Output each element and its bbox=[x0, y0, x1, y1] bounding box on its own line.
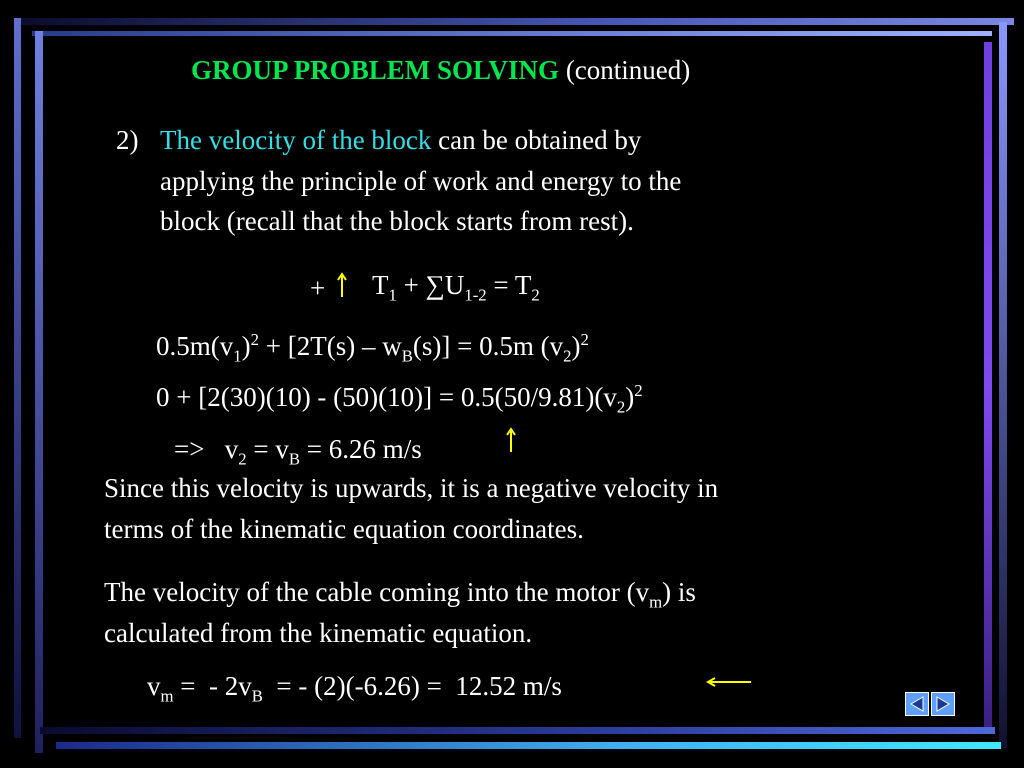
eq-sub-12: 1-2 bbox=[464, 285, 487, 305]
eq2-b: ) bbox=[625, 382, 635, 412]
final-b-sub: B bbox=[251, 686, 263, 706]
eq-equals-T: = T bbox=[486, 270, 532, 300]
eq1-c: + [2T(s) – w bbox=[259, 331, 402, 361]
previous-slide-button[interactable] bbox=[905, 692, 929, 716]
work-energy-equation bbox=[372, 270, 540, 305]
para-2-sub-m: m bbox=[649, 592, 663, 612]
eq1-a-sub: 1 bbox=[233, 346, 242, 366]
para-1-line-1: Since this velocity is upwards, it is a negative velocity in bbox=[104, 473, 719, 503]
eq-sub-2: 2 bbox=[531, 285, 540, 305]
frame-right-bar-1 bbox=[984, 42, 992, 732]
final-a-sub: m bbox=[160, 686, 174, 706]
result-b: = v bbox=[246, 434, 289, 464]
result-a: => v bbox=[174, 434, 239, 464]
equation-1 bbox=[156, 330, 589, 366]
frame-left-bar-2 bbox=[35, 31, 43, 753]
final-c: = - (2)(-6.26) = 12.52 m/s bbox=[262, 671, 562, 701]
eq1-a: 0.5m(v bbox=[156, 331, 234, 361]
frame-bottom-bar-2 bbox=[56, 742, 1001, 749]
eq2-a: 0 + [2(30)(10) - (50)(10)] = 0.5(50/9.81)(v bbox=[156, 382, 617, 412]
eq1-d-sub: 2 bbox=[563, 346, 572, 366]
frame-right-bar-2 bbox=[999, 22, 1007, 748]
step-line-3: block (recall that the block starts from rest). bbox=[160, 206, 634, 236]
step-number: 2) bbox=[116, 125, 139, 155]
left-arrow-icon bbox=[706, 676, 752, 688]
eq1-e-sup: 2 bbox=[580, 330, 589, 349]
up-arrow-icon bbox=[505, 427, 517, 453]
up-arrow-icon bbox=[336, 272, 348, 298]
frame-bottom-bar-1 bbox=[40, 727, 995, 734]
para-2-line-1b: ) is bbox=[662, 577, 696, 607]
eq-sub-1: 1 bbox=[388, 285, 397, 305]
eq-T: T bbox=[372, 270, 389, 300]
step-line-1 bbox=[160, 127, 641, 154]
eq1-e: ) bbox=[571, 331, 581, 361]
final-equation bbox=[147, 671, 562, 706]
title-continued: (continued) bbox=[565, 55, 691, 85]
eq1-b: ) bbox=[241, 331, 251, 361]
final-a: v bbox=[147, 671, 161, 701]
para-2-line-1a: The velocity of the cable coming into the motor (v bbox=[104, 577, 650, 607]
para-1-line-2: terms of the kinematic equation coordinates. bbox=[104, 514, 584, 544]
eq1-c-sub: B bbox=[401, 346, 413, 366]
result-a-sub: 2 bbox=[238, 449, 247, 469]
eq1-b-sup: 2 bbox=[250, 330, 259, 349]
step-line-1-rest: can be obtained by bbox=[431, 125, 642, 155]
step-highlight: The velocity of the block bbox=[160, 125, 432, 155]
velocity-result bbox=[174, 434, 422, 469]
para-2-line-2: calculated from the kinematic equation. bbox=[104, 618, 533, 648]
eq-plus-sum: + ∑U bbox=[396, 270, 465, 300]
triangle-left-icon bbox=[908, 695, 926, 713]
final-b: = - 2v bbox=[173, 671, 252, 701]
frame-left-bar-1 bbox=[14, 18, 21, 738]
frame-top-bar-2 bbox=[32, 31, 992, 36]
step-line-2: applying the principle of work and energy to the bbox=[160, 166, 682, 196]
title-bold: GROUP PROBLEM SOLVING bbox=[191, 55, 560, 85]
eq2-a-sub: 2 bbox=[616, 397, 626, 417]
equation-2 bbox=[156, 381, 643, 417]
eq2-b-sup: 2 bbox=[634, 381, 643, 400]
result-b-sub: B bbox=[288, 449, 300, 469]
para-2-line-1 bbox=[104, 577, 696, 612]
next-slide-button[interactable] bbox=[931, 692, 955, 716]
frame-top-bar-1 bbox=[14, 18, 1014, 25]
slide-title bbox=[191, 57, 690, 84]
result-c: = 6.26 m/s bbox=[300, 434, 422, 464]
eq1-d: (s)] = 0.5m (v bbox=[412, 331, 564, 361]
energy-plus-sign: + bbox=[310, 273, 326, 303]
triangle-right-icon bbox=[934, 695, 952, 713]
